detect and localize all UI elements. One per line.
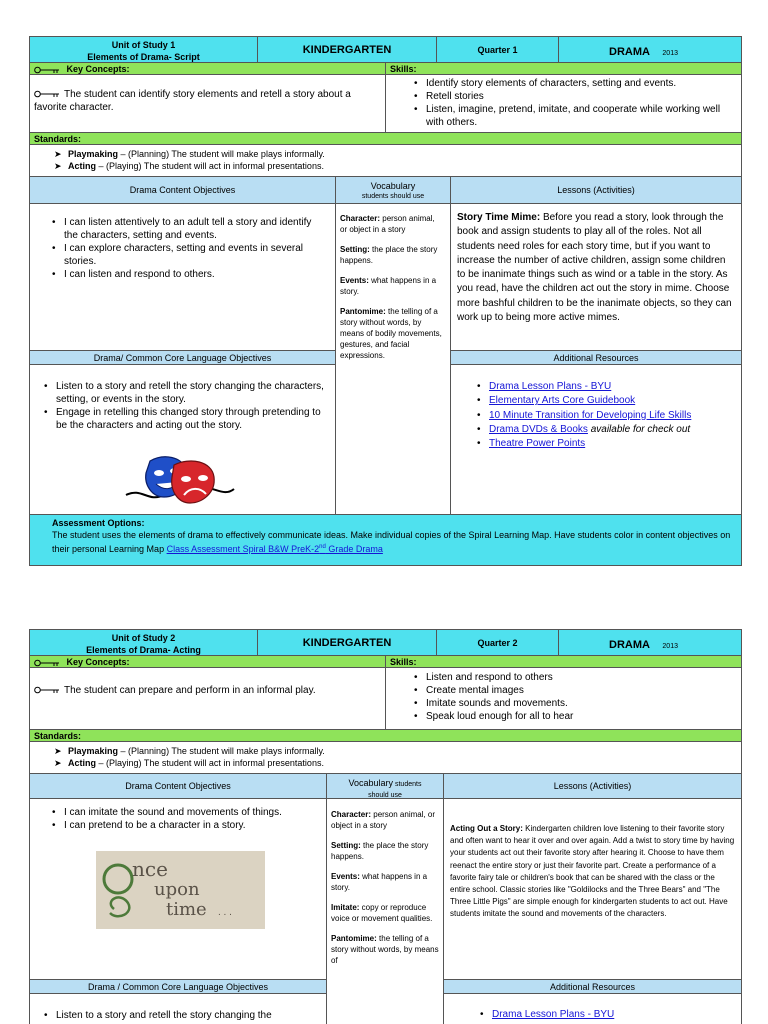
vocab-term: Pantomime: the telling of a story without words, by means of	[331, 934, 439, 965]
resource-link[interactable]: Elementary Arts Core Guidebook	[489, 395, 636, 407]
assessment-label: Assessment Options:	[52, 518, 145, 528]
vocab-header-label: Vocabulary	[348, 777, 394, 788]
unit-title: Elements of Drama- Script	[87, 52, 200, 62]
grade-label: KINDERGARTEN	[302, 636, 392, 649]
resource-link[interactable]: Drama Lesson Plans - BYU	[489, 381, 612, 392]
key-icon	[34, 686, 60, 694]
resources-header-label: Additional Resources	[549, 981, 636, 992]
unit-number: Unit of Study 1	[111, 40, 176, 50]
vocab-term: Character: person animal, or object in a story	[340, 214, 435, 234]
resources-header	[450, 350, 742, 365]
lessons-cell	[443, 798, 742, 980]
grade-cell	[257, 36, 437, 63]
subject-label: DRAMA	[609, 639, 650, 651]
skills-label: Skills:	[390, 64, 417, 74]
resources-header	[443, 979, 742, 994]
subject-label: DRAMA	[609, 46, 650, 58]
list-item: • Engage in retelling this changed story through pretending to be the characters and acting out the story.	[42, 406, 325, 432]
resource-link[interactable]: Theatre Power Points	[489, 438, 586, 450]
lessons-header-label: Lessons (Activities)	[553, 781, 632, 791]
resource-item	[471, 437, 735, 451]
vocab-term: Events: what happens in a story.	[331, 872, 428, 892]
subject-cell	[558, 629, 742, 656]
unit2-section	[29, 629, 742, 1024]
vocab-term: Setting: the place the story happens.	[340, 245, 438, 265]
standards-label: Standards:	[34, 134, 82, 144]
lesson-text: Story Time Mime: Before you read a story, look through the book and assign students to play all of the roles. Not all students need roles for each story time, but if you want to increase the number of active children, assign some children to be inanimate things such as wind or a table in the story. As you read, have the children act out the story in mime. Choose more bashful children to be the inanimate objects, so they can work up to being more active mimes.	[457, 212, 732, 324]
list-item: • Listen to a story and retell the story changing the characters, setting, or events in the story.	[42, 380, 325, 406]
resource-link[interactable]: Drama Lesson Plans - BYU	[492, 1009, 615, 1020]
lesson-text: Acting Out a Story: Kindergarten children love listening to their favorite story and often want to hear it over and over again. Add a twist to story time by having your students act out their favorite story after hearing it. Choose to have them reenact the entire story or just their favorite part. Create a performance of a favorite fairy tale or children's book that can be shared with the class or the entire school. Classic stories like "Goldilocks and the Three Bears" and "The Three Little Pigs" are simple enough for kindergarten students to act out. Have students imitate the sound and movements of the characters.	[450, 824, 735, 919]
key-icon	[34, 659, 60, 667]
resources-cell	[443, 993, 742, 1024]
image-text-line3: time	[166, 899, 207, 920]
skills-cell	[385, 667, 742, 730]
once-upon-a-time-image	[96, 851, 265, 929]
list-item: • Listen to a story and retell the story changing the	[42, 1009, 316, 1022]
resource-item	[471, 380, 735, 394]
language-header-label: Drama / Common Core Language Objectives	[87, 981, 269, 992]
unit-header-cell	[29, 36, 258, 63]
resource-item	[474, 1008, 735, 1021]
standards-label: Standards:	[34, 731, 82, 741]
language-cell	[29, 993, 327, 1024]
resource-item: • Drama DVDs & Books available for check out	[471, 423, 735, 437]
drama-masks-image	[118, 451, 240, 509]
vocab-header-label: Vocabulary	[370, 180, 416, 191]
unit-header-cell	[29, 629, 258, 656]
resources-list	[451, 365, 741, 451]
language-header-label: Drama/ Common Core Language Objectives	[93, 352, 272, 363]
key-concept-cell	[29, 667, 386, 730]
language-cell	[29, 364, 336, 515]
vocab-term: Character: person animal, or object in a story	[331, 810, 436, 830]
unit-title: Elements of Drama- Acting	[86, 645, 201, 655]
key-icon	[34, 90, 60, 98]
lessons-cell	[450, 203, 742, 351]
vocab-cell	[335, 203, 451, 515]
list-item: • I can explore characters, setting and events in several stories.	[46, 242, 325, 268]
year-label: 2013	[662, 643, 678, 650]
language-list	[30, 994, 326, 1022]
resource-item	[471, 409, 735, 423]
vocab-term: Imitate: copy or reproduce voice or movement qualities.	[331, 903, 433, 923]
language-header	[29, 979, 327, 994]
skills-list	[386, 668, 741, 723]
unit1-section	[29, 36, 742, 566]
list-item: • Create mental images	[408, 684, 733, 697]
vocab-header-sub: students should use	[361, 192, 425, 200]
key-concepts-label: Key Concepts:	[66, 657, 130, 667]
lessons-header	[443, 773, 742, 799]
key-concept-text: The student can prepare and perform in an informal play.	[64, 685, 316, 696]
quarter-label: Quarter 2	[477, 637, 518, 648]
resource-link[interactable]: Drama DVDs & Books	[489, 423, 588, 435]
objectives-cell	[29, 798, 327, 980]
objectives-header-label: Drama Content Objectives	[125, 781, 231, 791]
list-item: • I can listen attentively to an adult tell a story and identify the characters, setting and events.	[46, 216, 325, 242]
standards-cell	[29, 144, 742, 177]
skills-cell	[385, 74, 742, 133]
image-text-line2: upon	[154, 879, 200, 900]
language-header	[29, 350, 336, 365]
vocab-header: Vocabulary students should use	[326, 773, 444, 799]
skills-label: Skills:	[390, 657, 417, 667]
standard-item: ➤ Playmaking – (Planning) The student will make plays informally.	[52, 148, 741, 160]
grade-cell	[257, 629, 437, 656]
objectives-list	[30, 799, 326, 832]
list-item: • I can listen and respond to others.	[46, 268, 325, 281]
list-item: • Listen, imagine, pretend, imitate, and cooperate while working well with others.	[408, 103, 733, 129]
unit-number: Unit of Study 2	[111, 633, 176, 643]
grade-label: KINDERGARTEN	[302, 43, 392, 56]
image-text-line1: nce	[132, 857, 168, 881]
standard-item: ➤ Acting – (Playing) The student will act in informal presentations.	[52, 757, 741, 769]
vocab-header-sub: should use	[368, 791, 402, 799]
list-item: • Listen and respond to others	[408, 671, 733, 684]
key-concepts-label: Key Concepts:	[66, 64, 130, 74]
list-item: • Identify story elements of characters, setting and events.	[408, 77, 733, 90]
assessment-cell	[29, 514, 742, 566]
skills-list	[386, 75, 741, 129]
vocab-term: Pantomime: the telling of a story without words, by means of bodily movements, gestures, and facial expressions.	[340, 307, 442, 360]
resources-header-label: Additional Resources	[553, 352, 639, 363]
subject-cell	[558, 36, 742, 63]
standard-item: ➤ Playmaking – (Planning) The student will make plays informally.	[52, 745, 741, 757]
resources-list	[444, 994, 741, 1021]
quarter-cell	[436, 36, 559, 63]
key-concept-cell	[29, 74, 386, 133]
list-item: • Retell stories	[408, 90, 733, 103]
quarter-cell	[436, 629, 559, 656]
quarter-label: Quarter 1	[477, 44, 518, 55]
assessment-text: The student uses the elements of drama to effectively communicate ideas. Make individual copies of the Spiral Learning Map. Have students color in content objectives on their personal Learning Map	[52, 530, 731, 554]
objectives-header-label: Drama Content Objectives	[129, 185, 236, 195]
resource-item	[471, 394, 735, 408]
image-text-dots: . . .	[218, 907, 232, 918]
lessons-header-label: Lessons (Activities)	[557, 185, 635, 195]
standards-cell	[29, 741, 742, 774]
vocab-header	[335, 176, 451, 204]
year-label: 2013	[662, 50, 678, 57]
lessons-header	[450, 176, 742, 204]
vocab-term: Events: what happens in a story.	[340, 276, 437, 296]
objectives-header	[29, 773, 327, 799]
vocab-cell	[326, 798, 444, 1024]
resource-link[interactable]: 10 Minute Transition for Developing Life Skills	[489, 409, 692, 421]
assessment-link[interactable]: Class Assessment Spiral B&W PreK-2nd Grade Drama	[166, 544, 383, 554]
list-item: • Imitate sounds and movements.	[408, 697, 733, 710]
objectives-cell	[29, 203, 336, 351]
key-concept-text: The student can identify story elements and retell a story about a favorite character.	[34, 89, 351, 113]
objectives-list	[30, 204, 335, 281]
list-item: • Speak loud enough for all to hear	[408, 710, 733, 723]
key-icon	[34, 66, 60, 74]
standard-item: ➤ Acting – (Playing) The student will act in informal presentations.	[52, 160, 741, 172]
resources-cell	[450, 364, 742, 515]
list-item: • I can imitate the sound and movements of things.	[46, 806, 316, 819]
language-list	[30, 365, 335, 432]
list-item: • I can pretend to be a character in a story.	[46, 819, 316, 832]
objectives-header	[29, 176, 336, 204]
vocab-term: Setting: the place the story happens.	[331, 841, 429, 861]
